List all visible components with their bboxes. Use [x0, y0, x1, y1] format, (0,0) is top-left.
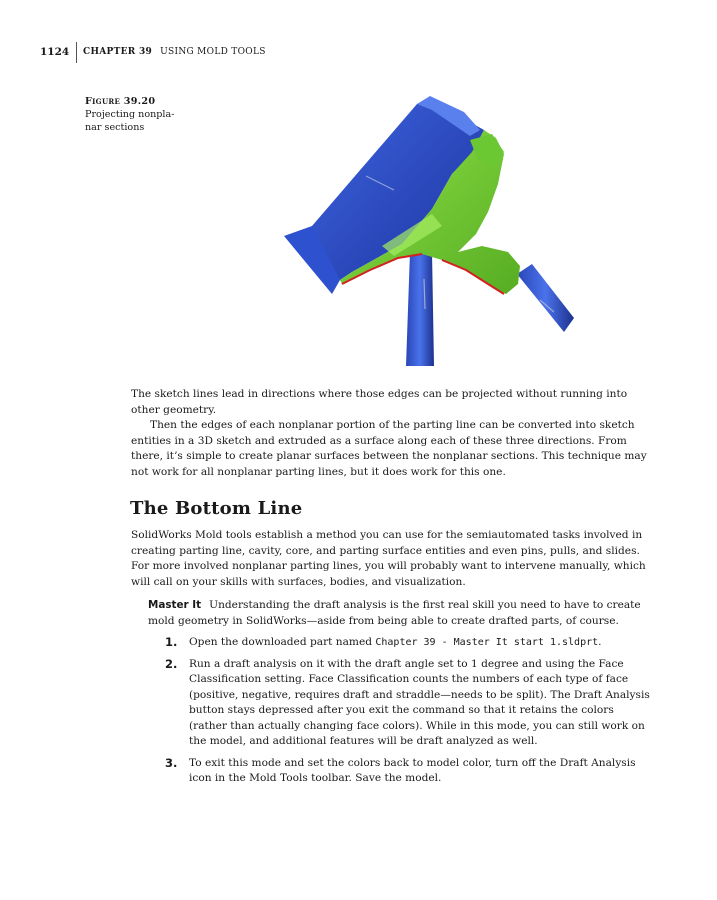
step-number: 3. — [165, 755, 178, 770]
figure-caption — [85, 95, 185, 134]
chapter-label: CHAPTER 39 — [83, 47, 153, 57]
right-blue-tube — [517, 264, 574, 332]
file-name: Chapter 39 - Master It start 1.sldprt — [375, 637, 599, 648]
header-divider — [76, 42, 77, 63]
figure-label: Figure 39.20 — [85, 96, 156, 107]
step-number: 2. — [165, 656, 178, 671]
list-item — [165, 756, 653, 787]
master-it-block — [148, 598, 653, 629]
list-item — [165, 657, 653, 750]
paragraph-2: Then the edges of each nonplanar portion of the parting line can be converted into sketch entities in a 3D sketch and extruded as a surface along each of these three directions. From there, it’s simple to create planar surfaces between the nonplanar sections. This technique may not work for all nonplanar parting lines, but it does work for this one. — [131, 419, 647, 478]
chapter-title: USING MOLD TOOLS — [160, 47, 266, 57]
body-text — [131, 387, 653, 480]
page-number: 1124 — [40, 46, 70, 58]
master-it-text: Understanding the draft analysis is the first real skill you need to have to create mold geometry in SolidWorks—aside from being able to create drafted parts, of course. — [148, 599, 641, 627]
figure-caption-line-1: Projecting nonpla- — [85, 109, 175, 120]
master-it-label: Master It — [148, 599, 202, 611]
section-paragraph: SolidWorks Mold tools establish a method you can use for the semiautomated tasks involved in creating parting line, cavity, core, and parting surface entities and even pins, pulls, and slides. For more involved nonplanar parting lines, you will probably want to intervene manually, which will call on your skills with surfaces, bodies, and visualization. — [131, 529, 646, 588]
section-heading: The Bottom Line — [130, 498, 303, 519]
list-item — [165, 635, 653, 651]
step-text: Run a draft analysis on it with the draft angle set to 1 degree and using the Face Classification setting. Face Classification counts the numbers of each type of face (positive, negative, requires draft and straddle—needs to be split). The Draft Analysis button stays depressed after you exit the command so that it retains the colors (rather than actually changing face colors). While in this mode, you can still work on the model, and additional features will be draft analyzed as well. — [189, 657, 650, 747]
running-head — [40, 41, 266, 63]
step-number: 1. — [165, 635, 178, 649]
lower-blue-surface — [406, 252, 434, 366]
section-body — [131, 528, 653, 590]
step-text: Open the downloaded part named Chapter 39 - Master It start 1.sldprt. — [189, 636, 602, 648]
step-text: To exit this mode and set the colors back to model color, turn off the Draft Analysis icon in the Mold Tools toolbar. Save the model. — [189, 756, 636, 784]
paragraph-1: The sketch lines lead in directions where those edges can be projected without running into other geometry. — [131, 388, 628, 416]
figure-caption-line-2: nar sections — [85, 122, 145, 133]
master-it-steps — [165, 635, 653, 793]
cad-model-figure — [282, 94, 582, 369]
